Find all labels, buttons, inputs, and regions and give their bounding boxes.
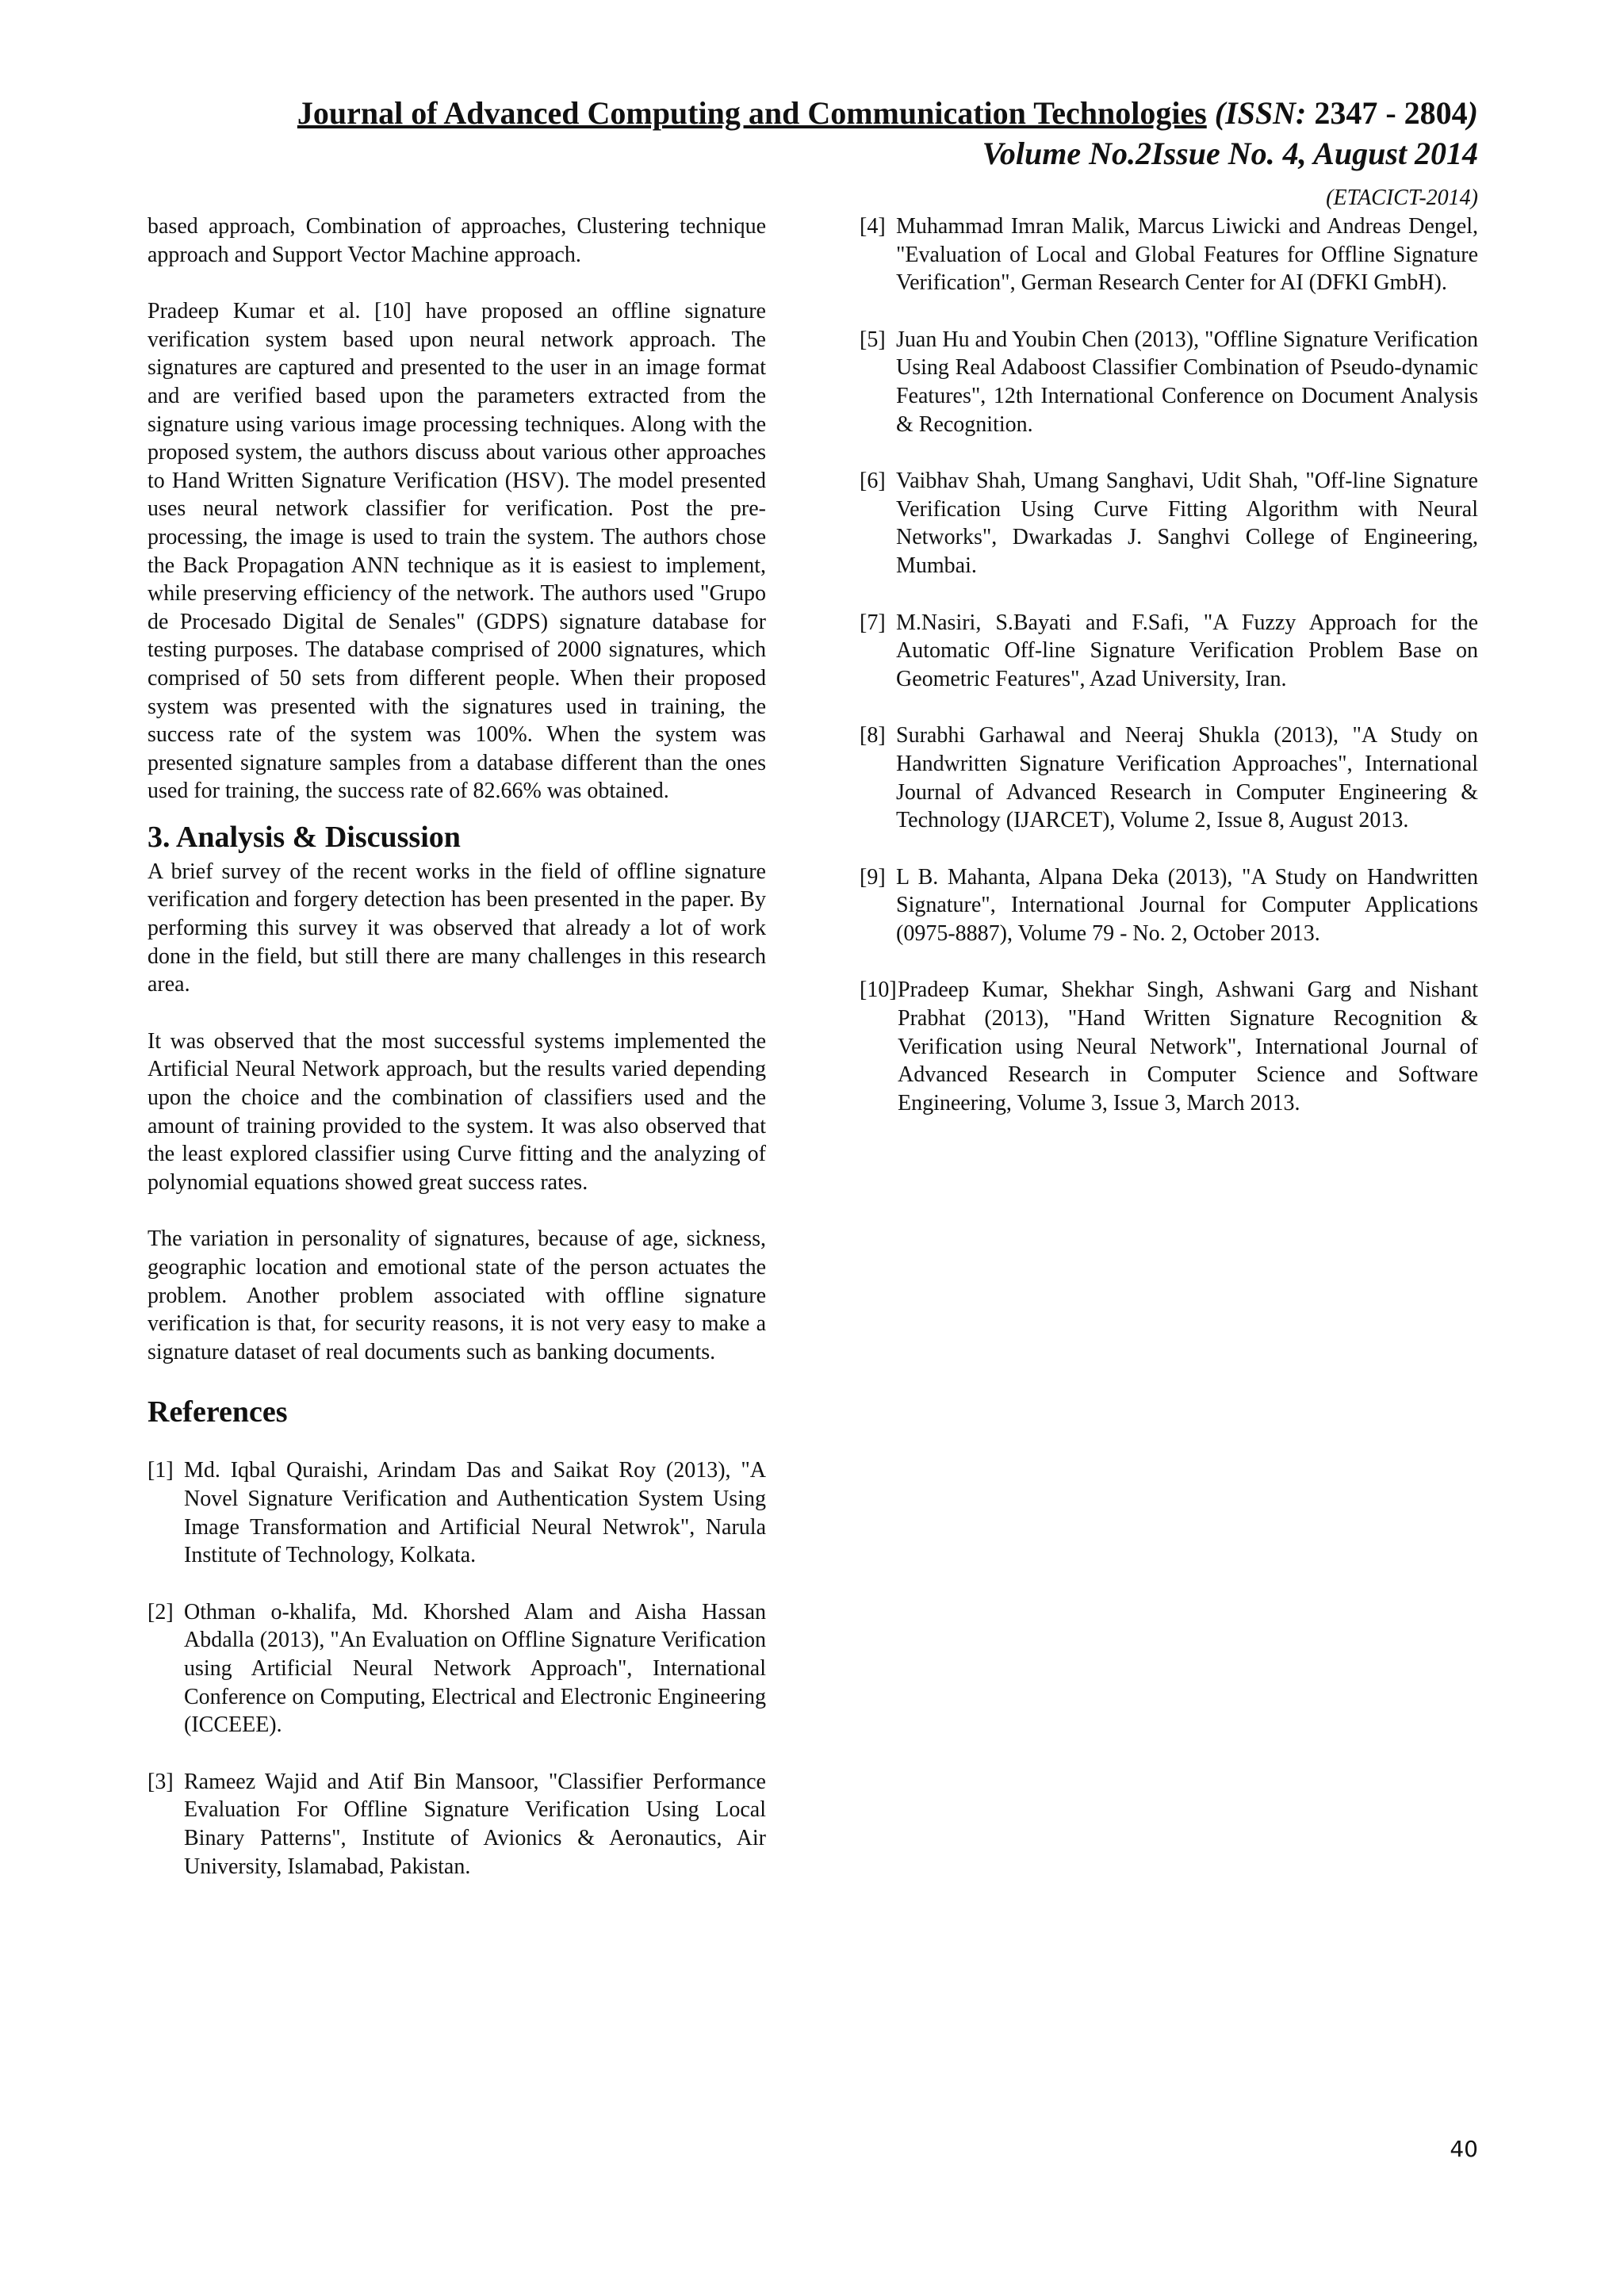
issn-number: 2347 - 2804 xyxy=(1314,95,1468,131)
section-heading-analysis: 3. Analysis & Discussion xyxy=(147,820,461,854)
reference-item xyxy=(860,863,1478,948)
reference-text: Othman o-khalifa, Md. Khorshed Alam and Aisha Hassan Abdalla (2013), "An Evaluation on Offline Signature Verification using Artificial Neural Network Approach", International Conference on Computing, Electrical and Electronic Engineering (ICCEEE). xyxy=(184,1599,766,1738)
reference-item xyxy=(860,609,1478,694)
page-header xyxy=(238,94,1478,212)
issn-close: ) xyxy=(1467,95,1478,131)
reference-number: [6] xyxy=(860,469,886,494)
reference-item xyxy=(147,1768,766,1881)
reference-text: Vaibhav Shah, Umang Sanghavi, Udit Shah, "Off-line Signature Verification Using Curve Fitting Algorithm with Neural Networks", Dwarkadas J. Sanghvi College of Engineering, Mumbai. xyxy=(896,469,1478,578)
journal-title-line xyxy=(238,94,1478,133)
reference-item xyxy=(860,212,1478,297)
reference-text: Rameez Wajid and Atif Bin Mansoor, "Classifier Performance Evaluation For Offline Signature Verification Using Local Binary Patterns", Institute of Avionics & Aeronautics, Air University, Islamabad, Pakistan. xyxy=(184,1769,766,1879)
reference-number: [1] xyxy=(147,1458,174,1483)
left-column xyxy=(147,212,766,1909)
reference-number: [3] xyxy=(147,1769,174,1794)
page-number: 40 xyxy=(1450,2136,1478,2162)
reference-item xyxy=(147,1598,766,1739)
body-paragraph: based approach, Combination of approaches, Clustering technique approach and Support Vector Machine approach. xyxy=(147,214,766,267)
reference-number: [2] xyxy=(147,1599,174,1624)
reference-text: Md. Iqbal Quraishi, Arindam Das and Saikat Roy (2013), "A Novel Signature Verification and Authentication System Using Image Transformation and Artificial Neural Netwrok", Narula Institute of Technology, Kolkata. xyxy=(184,1458,766,1568)
reference-text: L B. Mahanta, Alpana Deka (2013), "A Study on Handwritten Signature", International Journal for Computer Applications (0975-8887), Volume 79 - No. 2, October 2013. xyxy=(896,864,1478,946)
reference-number: [5] xyxy=(860,327,886,352)
body-paragraph: Pradeep Kumar et al. [10] have proposed an offline signature verification system based upon neural network approach. The signatures are captured and presented to the user in an image format and are verified based upon the parameters extracted from the signature using various image processing techniques. Along with the proposed system, the authors discuss about various other approaches to Hand Written Signature Verification (HSV). The model presented uses neural network classifier for verification. Post the pre-processing, the image is used to train the system. The authors chose the Back Propagation ANN technique as it is easiest to implement, while preserving efficiency of the network. The authors used "Grupo de Procesado Digital de Senales" (GDPS) signature database for testing purposes. The database comprised of 2000 signatures, which comprised of 50 sets from different people. When their proposed system was presented with the signatures used in training, the success rate of the system was 100%. When the system was presented signature samples from a database different than the ones used for training, the success rate of 82.66% was obtained. xyxy=(147,299,766,804)
reference-number: [4] xyxy=(860,214,886,239)
conference-tag: (ETACICT-2014) xyxy=(1326,186,1478,210)
reference-text: Pradeep Kumar, Shekhar Singh, Ashwani Garg and Nishant Prabhat (2013), "Hand Written Signature Recognition & Verification using Neural Network", International Journal of Advanced Research in Computer Science and Software Engineering, Volume 3, Issue 3, March 2013. xyxy=(898,978,1478,1115)
issn-label: (ISSN: xyxy=(1214,95,1307,131)
body-paragraph: The variation in personality of signatures, because of age, sickness, geographic location and emotional state of the person actuates the problem. Another problem associated with offline signature verification is that, for security reasons, it is not very easy to make a signature dataset of real documents such as banking documents. xyxy=(147,1226,766,1364)
reference-number: [10] xyxy=(860,978,897,1003)
references-heading: References xyxy=(147,1395,288,1429)
reference-number: [7] xyxy=(860,610,886,635)
reference-number: [9] xyxy=(860,864,886,890)
reference-item xyxy=(860,326,1478,438)
body-paragraph: It was observed that the most successful systems implemented the Artificial Neural Network approach, but the results varied depending upon the choice and the combination of classifiers used and the amount of training provided to the system. It was also observed that the least explored classifier using Curve fitting and the analyzing of polynomial equations showed great success rates. xyxy=(147,1028,766,1195)
reference-number: [8] xyxy=(860,723,886,748)
reference-item xyxy=(860,976,1478,1117)
reference-text: Surabhi Garhawal and Neeraj Shukla (2013), "A Study on Handwritten Signature Verification Approaches", International Journal of Advanced Research in Computer Engineering & Technology (IJARCET), Volume 2, Issue 8, August 2013. xyxy=(896,723,1478,833)
journal-name: Journal of Advanced Computing and Communication Technologies xyxy=(297,95,1207,131)
reference-item xyxy=(860,721,1478,834)
body-paragraph: A brief survey of the recent works in the field of offline signature verification and forgery detection has been presented in the paper. By performing this survey it was observed that already a lot of work done in the field, but still there are many challenges in this research area. xyxy=(147,859,766,997)
reference-text: Juan Hu and Youbin Chen (2013), "Offline Signature Verification Using Real Adaboost Classifier Combination of Pseudo-dynamic Features", 12th International Conference on Document Analysis & Recognition. xyxy=(896,327,1478,437)
right-column xyxy=(860,212,1478,1146)
reference-text: M.Nasiri, S.Bayati and F.Safi, "A Fuzzy Approach for the Automatic Off-line Signature Verification Problem Base on Geometric Features", Azad University, Iran. xyxy=(896,610,1478,691)
reference-text: Muhammad Imran Malik, Marcus Liwicki and Andreas Dengel, "Evaluation of Local and Global Features for Offline Signature Verification", German Research Center for AI (DFKI GmbH). xyxy=(896,214,1478,296)
reference-item xyxy=(860,467,1478,580)
reference-item xyxy=(147,1456,766,1569)
volume-issue: Volume No.2Issue No. 4, August 2014 xyxy=(982,136,1478,171)
